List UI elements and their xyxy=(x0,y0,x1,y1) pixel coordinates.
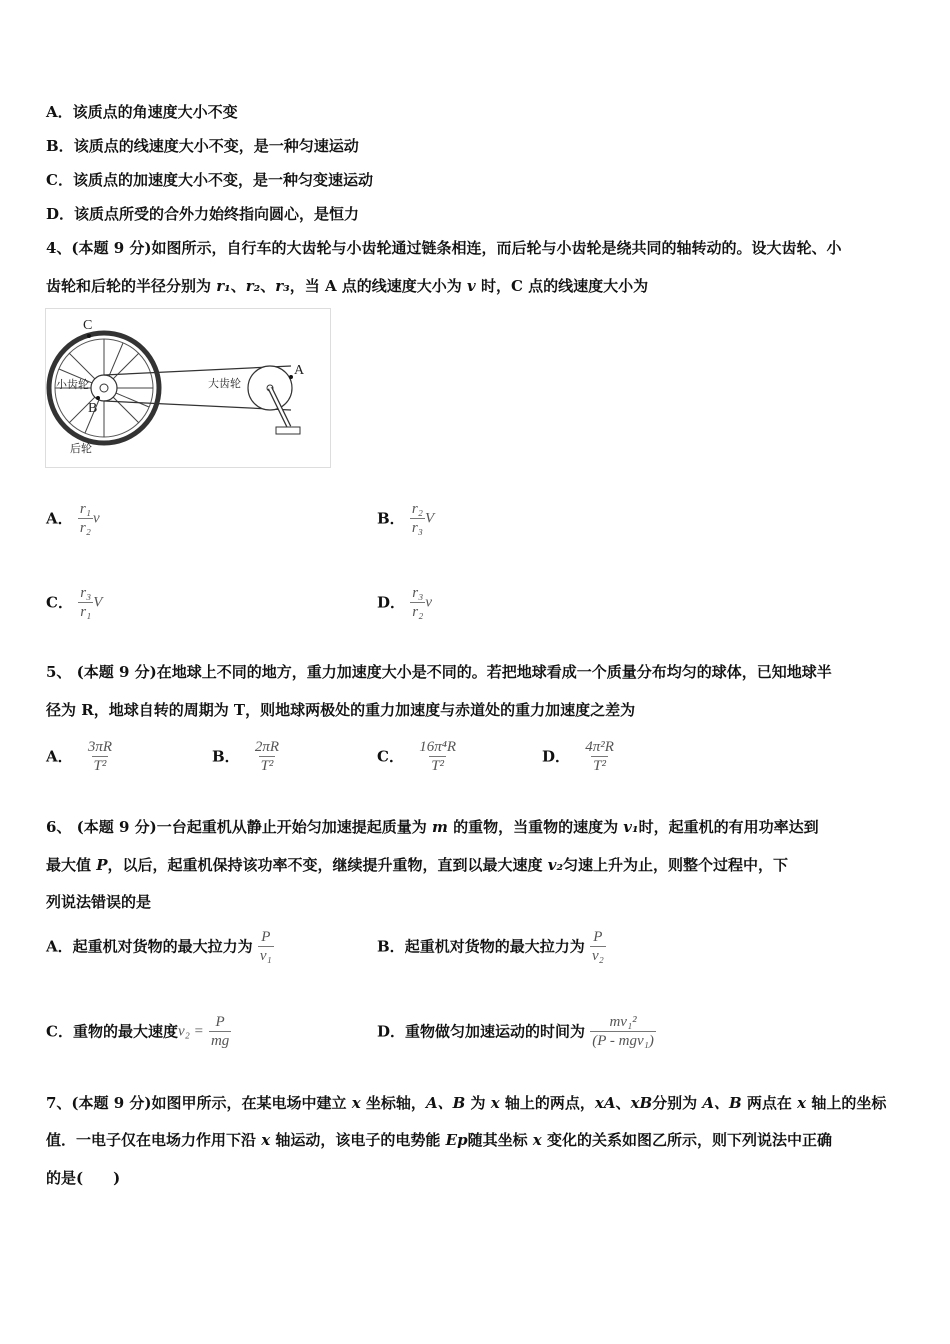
q6-option-b: B．起重机对货物的最大拉力为 $\frac{P}{\text{v₂}}$ xyxy=(377,929,604,964)
point-c xyxy=(87,334,91,338)
label-c: C xyxy=(83,318,93,333)
q3-option-a: A．该质点的角速度大小不变 xyxy=(46,103,238,121)
label-rear-wheel: 后轮 xyxy=(70,442,92,455)
q6-option-d: D．重物做匀加速运动的时间为 $\frac{\text{mv₁²}}{\text{(P - mgv₁)}}$ xyxy=(377,1014,654,1049)
label-small-gear: 小齿轮 xyxy=(56,378,89,391)
label-a: A xyxy=(294,363,305,378)
q4-option-d: D． $\frac{\text{r₃}}{\text{r₂}}$ v xyxy=(377,585,432,620)
point-a xyxy=(289,375,293,379)
q5-stem-line2: 径为 R，地球自转的周期为 T，则地球两极处的重力加速度与赤道处的重力加速度之差为 xyxy=(46,701,636,719)
q6-option-c: C．重物的最大速度v₂ = $\frac{P}{mg}$ xyxy=(46,1014,230,1049)
q3-option-d: D．该质点所受的合外力始终指向圆心，是恒力 xyxy=(46,205,360,223)
q5-option-a: A． $\frac{3\pi R}{\text{T²}}$ xyxy=(46,739,113,774)
bicycle-figure xyxy=(45,308,331,468)
q4-stem-line1: 4、(本题 9 分)如图所示，自行车的大齿轮与小齿轮通过链条相连，而后轮与小齿轮是绕共同的轴转动的。设大齿轮、小 xyxy=(46,239,842,257)
q5-stem-line1: 5、 (本题 9 分)在地球上不同的地方，重力加速度大小是不同的。若把地球看成一个质量分布均匀的球体，已知地球半 xyxy=(46,663,832,681)
pedal xyxy=(276,427,300,434)
point-b xyxy=(96,396,100,400)
q4-stem-line2: 齿轮和后轮的半径分别为 r₁、r₂、r₃，当 A 点的线速度大小为 v 时，C 点的线速度大小为 xyxy=(46,277,649,295)
label-b: B xyxy=(88,401,98,416)
q3-option-b: B．该质点的线速度大小不变，是一种匀速运动 xyxy=(46,137,359,155)
label-big-gear: 大齿轮 xyxy=(208,377,241,390)
q4-option-a: A． $\frac{\text{r₁}}{\text{r₂}}$ v xyxy=(46,501,100,536)
q7-stem-line2: 值．一电子仅在电场力作用下沿 x 轴运动，该电子的电势能 Ep随其坐标 x 变化的关系如图乙所示，则下列说法中正确 xyxy=(46,1131,832,1149)
q7-stem-line1: 7、(本题 9 分)如图甲所示，在某电场中建立 x 坐标轴，A、B 为 x 轴上的两点，xA、xB分别为 A、B 两点在 x 轴上的坐标 xyxy=(46,1094,887,1112)
q3-option-c: C．该质点的加速度大小不变，是一种匀变速运动 xyxy=(46,171,373,189)
q4-option-b: B． $\frac{\text{r₂}}{\text{r₃}}$ V xyxy=(377,501,435,536)
q5-option-d: D． $\frac{\text{4π²R}}{\text{T²}}$ xyxy=(542,739,614,774)
q5-option-b: B． $\frac{2\pi R}{\text{T²}}$ xyxy=(212,739,280,774)
q6-stem-line1: 6、 (本题 9 分)一台起重机从静止开始匀加速提起质量为 m 的重物，当重物的速度为 v₁时，起重机的有用功率达到 xyxy=(46,818,819,836)
q7-stem-line3: 的是( ) xyxy=(46,1169,121,1187)
q5-option-c: C． $\frac{\text{16π⁴R}}{\text{T²}}$ xyxy=(377,739,457,774)
q6-stem-line3: 列说法错误的是 xyxy=(46,893,152,911)
q6-stem-line2: 最大值 P，以后，起重机保持该功率不变，继续提升重物，直到以最大速度 v₂匀速上升为止，则整个过程中，下 xyxy=(46,856,789,874)
q6-option-a: A．起重机对货物的最大拉力为 $\frac{P}{\text{v₁}}$ xyxy=(46,929,272,964)
q4-option-c: C． $\frac{\text{r₃}}{\text{r₁}}$ V xyxy=(46,585,103,620)
